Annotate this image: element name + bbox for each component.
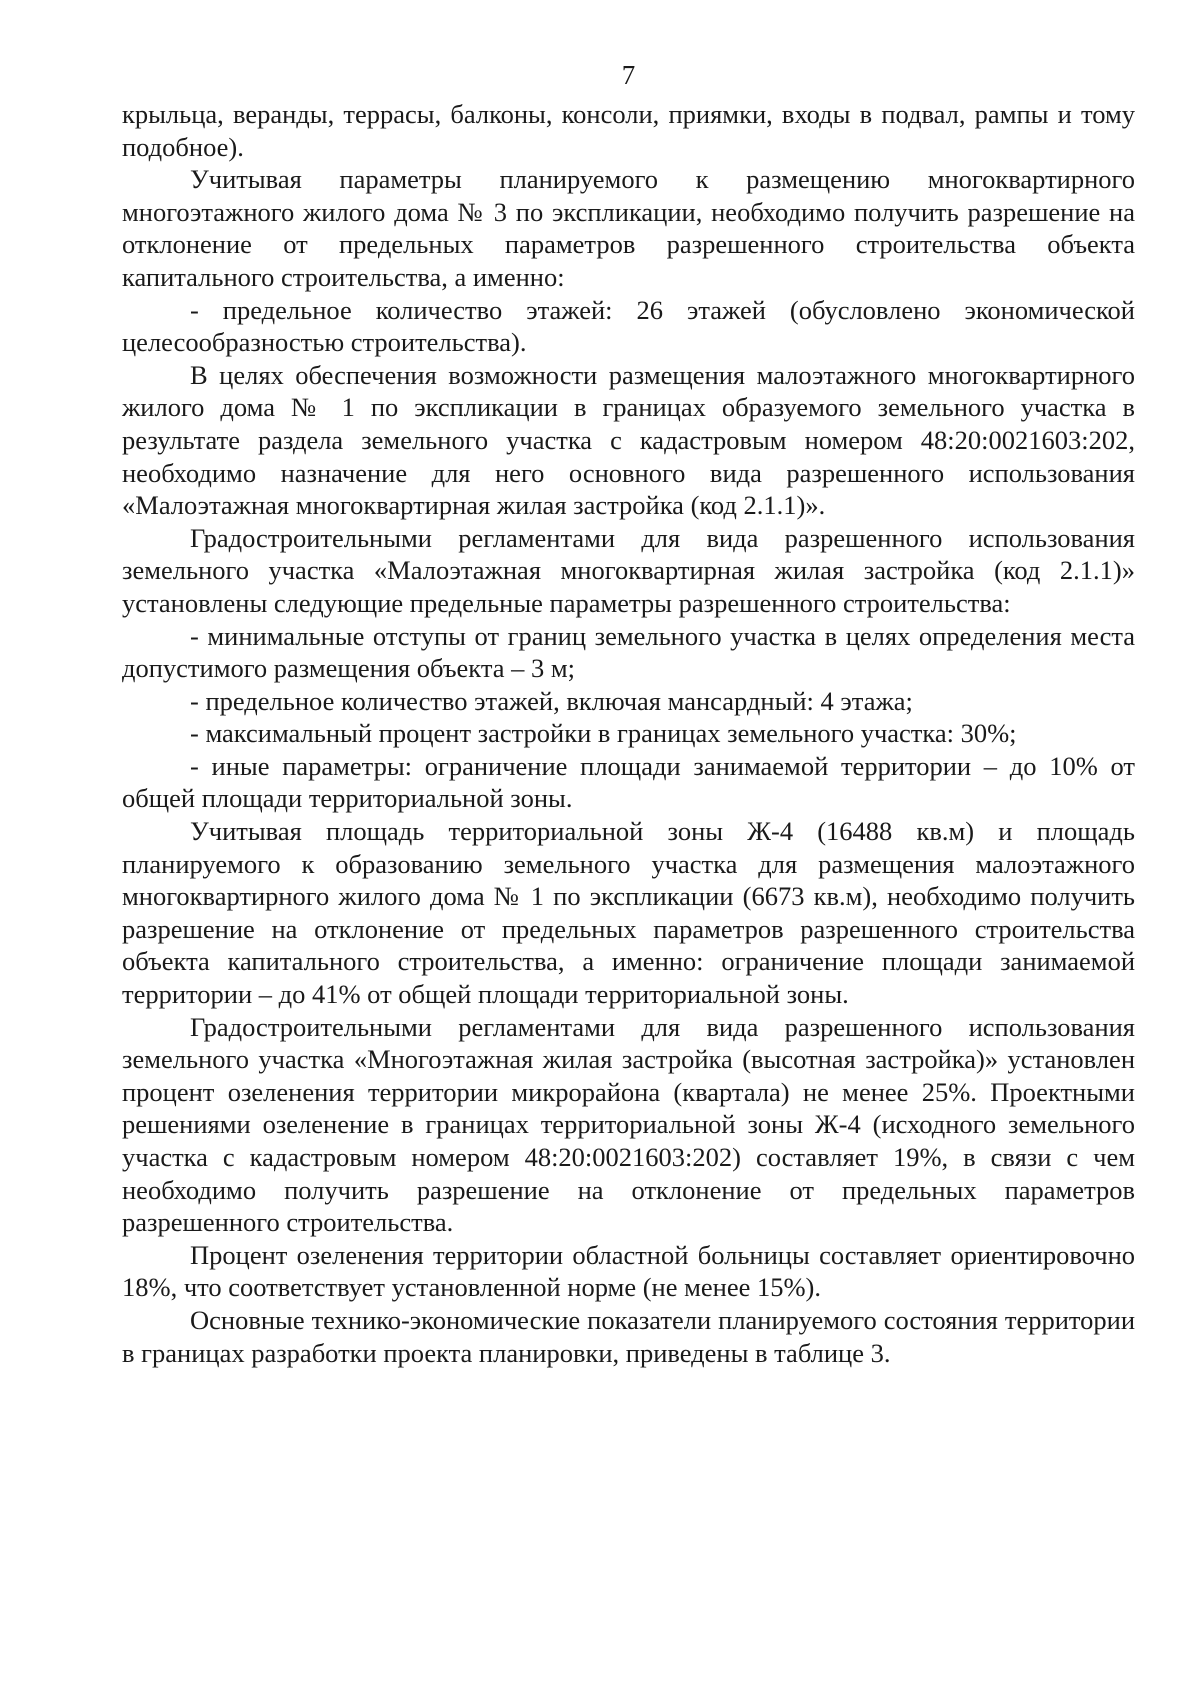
paragraph: Процент озеленения территории областной больницы составляет ориентировочно 18%, что соответствует установленной норме (не менее 15%). <box>122 1239 1135 1303</box>
paragraph: Основные технико-экономические показатели планируемого состояния территории в границах разработки проекта планировки, приведены в таблице 3. <box>122 1304 1135 1368</box>
page-number: 7 <box>621 60 636 90</box>
paragraph: - максимальный процент застройки в границах земельного участка: 30%; <box>190 718 1017 749</box>
paragraph: - предельное количество этажей: 26 этажей (обусловлено экономической целесообразностью строительства). <box>122 294 1135 358</box>
paragraph: - предельное количество этажей, включая мансардный: 4 этажа; <box>190 685 913 716</box>
paragraph: Учитывая параметры планируемого к размещению многоквартирного многоэтажного жилого дома № 3 по экспликации, необходимо получить разрешение на отклонение от предельных параметров разрешенного строительства объекта капитального строительства, а именно: <box>122 164 1135 292</box>
paragraph: В целях обеспечения возможности размещения малоэтажного многоквартирного жилого дома № 1 по экспликации в границах образуемого земельного участка в результате раздела земельного участка с кадастровым номером 48:20:0021603:202, необходимо назначение для него основного вида разрешенного использования «Малоэтажная многоквартирная жилая застройка (код 2.1.1)». <box>122 359 1135 521</box>
paragraph: Градостроительными регламентами для вида разрешенного использования земельного участка «Малоэтажная многоквартирная жилая застройка (код 2.1.1)» установлены следующие предельные параметры разрешенного строительства: <box>122 522 1135 618</box>
paragraph: Градостроительными регламентами для вида разрешенного использования земельного участка «Многоэтажная жилая застройка (высотная застройка)» установлен процент озеленения территории микрорайона (квартала) не менее 25%. Проектными решениями озеленение в границах территориальной зоны Ж-4 (исходного земельного участка с кадастровым номером 48:20:0021603:202) составляет 19%, в связи с чем необходимо получить разрешение на отклонение от предельных параметров разрешенного строительства. <box>122 1011 1135 1238</box>
paragraph: крыльца, веранды, террасы, балконы, консоли, приямки, входы в подвал, рампы и тому подобное). <box>122 99 1135 162</box>
paragraph: - иные параметры: ограничение площади занимаемой территории – до 10% от общей площади территориальной зоны. <box>122 750 1135 814</box>
document-page <box>122 52 1135 1369</box>
document-body <box>122 98 1135 1369</box>
paragraph: Учитывая площадь территориальной зоны Ж-4 (16488 кв.м) и площадь планируемого к образованию земельного участка для размещения малоэтажного многоквартирного жилого дома № 1 по экспликации (6673 кв.м), необходимо получить разрешение на отклонение от предельных параметров разрешенного строительства объекта капитального строительства, а именно: ограничение площади занимаемой территории – до 41% от общей площади территориальной зоны. <box>122 816 1135 1010</box>
paragraph: - минимальные отступы от границ земельного участка в целях определения места допустимого размещения объекта – 3 м; <box>122 620 1135 684</box>
